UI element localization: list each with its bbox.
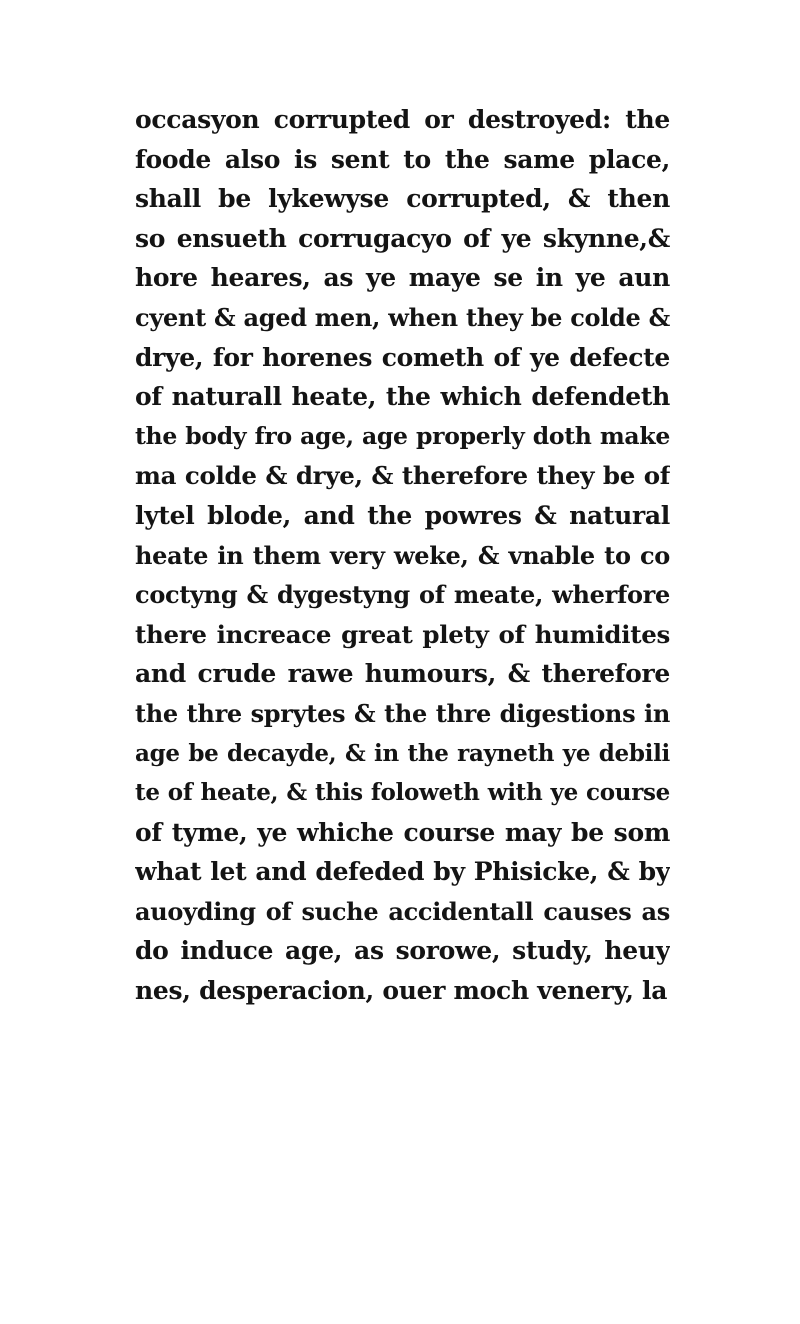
- text-line-3: shall be lykewyse corrupted, & then: [135, 184, 670, 214]
- text-line-12: heate in them very weke, & vnable to co: [135, 540, 670, 570]
- text-line-17: age be decayde, & in the rayneth ye debili: [135, 739, 670, 767]
- text-line-5: hore heares, as ye maye se in ye aun: [135, 263, 670, 293]
- text-line-21: auoyding of suche accidentall causes as: [135, 896, 670, 926]
- text-line-18: te of heate, & this foloweth with ye course: [135, 779, 670, 807]
- text-line-16: the thre sprytes & the thre digestions in: [135, 698, 670, 728]
- text-line-15: and crude rawe humours, & therefore: [135, 659, 670, 689]
- blackletter-text-block: [135, 100, 670, 1011]
- text-line-22: do induce age, as sorowe, study, heuy: [135, 936, 670, 966]
- text-line-6: cyent & aged men, when they be colde &: [135, 302, 670, 332]
- text-line-10: ma colde & drye, & therefore they be of: [135, 461, 670, 491]
- text-line-13: coctyng & dygestyng of meate, wherfore: [135, 580, 670, 610]
- text-line-19: of tyme, ye whiche course may be som: [135, 817, 670, 847]
- text-line-7: drye, for horenes cometh of ye defecte: [135, 342, 670, 372]
- text-line-9: the body fro age, age properly doth make: [135, 421, 670, 450]
- text-line-8: of naturall heate, the which defendeth: [135, 382, 670, 412]
- text-line-14: there increace great plety of humidites: [135, 619, 670, 649]
- text-line-1: occasyon corrupted or destroyed: the: [135, 105, 670, 134]
- text-line-4: so ensueth corrugacyo of ye skynne,&: [135, 223, 670, 253]
- text-line-2: foode also is sent to the same place,: [135, 144, 670, 174]
- text-line-11: lytel blode, and the powres & natural: [135, 500, 670, 530]
- text-line-20: what let and defeded by Phisicke, & by: [135, 857, 670, 887]
- text-line-23: nes, desperacion, ouer moch venery, la: [135, 976, 668, 1006]
